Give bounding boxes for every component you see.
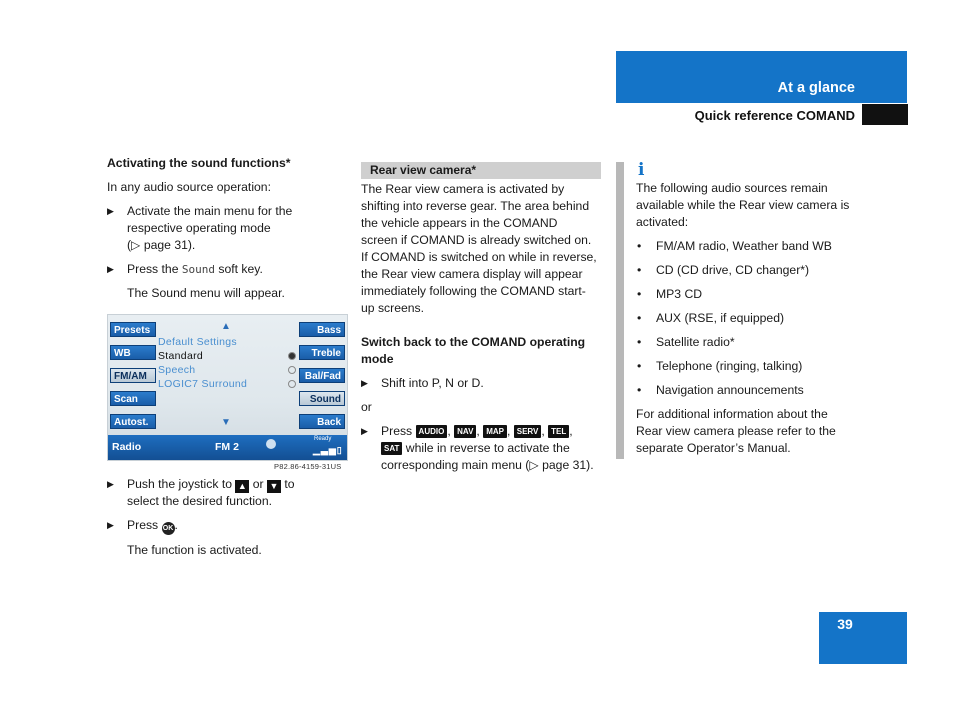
signal-icon: ▁▃▅▯ (313, 445, 343, 455)
tel-key-icon: TEL (548, 425, 569, 438)
step-sound-key: ▶ Press the Sound soft key. (107, 262, 263, 276)
left-column-lower (107, 476, 337, 559)
nav-key-icon: NAV (454, 425, 476, 438)
bullet-arrow-icon: ▶ (107, 264, 114, 274)
comand-sound-screen (107, 314, 348, 461)
list-item: • Telephone (ringing, talking) (637, 359, 803, 373)
scroll-up-icon: ▲ (221, 321, 231, 332)
radio-selected-icon (288, 352, 296, 360)
section-subtitle: Quick reference COMAND (694, 108, 855, 123)
screen-list-item: LOGIC7 Surround (158, 378, 248, 390)
rear-camera-title-bar: Rear view camera* (361, 162, 601, 179)
screen-status-bar (108, 435, 347, 460)
switch-back-heading: Switch back to the COMAND operating mode (361, 335, 586, 366)
map-key-icon: MAP (483, 425, 507, 438)
header-marker (862, 104, 908, 125)
radio-empty-icon (288, 380, 296, 388)
screen-list-item: Speech (158, 364, 196, 376)
screen-btn-treble: Treble (299, 345, 345, 360)
status-ready: Ready (314, 436, 332, 442)
disc-icon (266, 439, 276, 449)
screen-list-item: Default Settings (158, 336, 237, 348)
screen-btn-scan: Scan (110, 391, 156, 406)
screen-btn-bass: Bass (299, 322, 345, 337)
bullet-arrow-icon: ▶ (361, 426, 368, 436)
radio-empty-icon (288, 366, 296, 374)
list-item: • FM/AM radio, Weather band WB (637, 239, 832, 253)
screen-btn-presets: Presets (110, 322, 156, 337)
middle-column: The Rear view camera is activated by shifting into reverse gear. The area behind the vehicle appears in the COMAND screen if COMAND is already switched on. If COMAND is switched on while in reverse, the Rear view camera display will appear immediately following the COMAND start- up screens. Switch back to the COMAND operating mode ▶ Shift into P, N or D. or ▶ Press AUDIO , NAV , MAP , SERV , TEL , SAT while in reverse to activate the corresponding main menu (▷ page 31). (361, 181, 606, 474)
list-item: • AUX (RSE, if equipped) (637, 311, 785, 325)
step-main-menu: ▶ Activate the main menu for the respective operating mode (▷ page 31). (107, 204, 293, 252)
heading-sound: Activating the sound functions* (107, 156, 291, 170)
screen-btn-balfad: Bal/Fad (299, 368, 345, 383)
joystick-up-icon: ▲ (235, 480, 249, 493)
scroll-down-icon: ▼ (221, 417, 231, 428)
screen-btn-back: Back (299, 414, 345, 429)
bullet-arrow-icon: ▶ (107, 206, 114, 216)
screen-btn-fmam: FM/AM (110, 368, 156, 383)
ok-result: The function is activated. (127, 543, 262, 557)
left-column (107, 155, 332, 302)
step-joystick: ▶ Push the joystick to ▲ or ▼ to select the desired function. (107, 477, 295, 508)
audio-key-icon: AUDIO (416, 425, 448, 438)
screen-list-item: Standard (158, 350, 204, 362)
serv-key-icon: SERV (514, 425, 542, 438)
status-radio: Radio (112, 441, 142, 453)
step-press-ok: ▶ Press OK. (107, 517, 337, 535)
screen-btn-autost: Autost. (110, 414, 156, 429)
bullet-arrow-icon: ▶ (107, 479, 114, 489)
list-item: • CD (CD drive, CD changer*) (637, 263, 810, 277)
bullet-arrow-icon: ▶ (107, 520, 114, 530)
note-side-bar (616, 162, 624, 459)
or-text: or (361, 400, 372, 414)
note-outro: For additional information about the Rear view camera please refer to the separate Operator’s Manual. (636, 407, 836, 455)
note-column: The following audio sources remain available while the Rear view camera is activated: • FM/AM radio, Weather band WB • CD (CD drive, CD changer*) • MP3 CD • AUX (RSE, if equipped) • Satellite radio* • Telephone (ringing, talking) • Navigation announcements For additional information about the Rear view camera please refer to the separate Operator’s Manual. (636, 180, 876, 457)
step-shift: ▶ Shift into P, N or D. (361, 376, 484, 390)
sat-key-icon: SAT (381, 442, 402, 455)
intro-text: In any audio source operation: (107, 180, 271, 194)
screen-btn-sound: Sound (299, 391, 345, 406)
list-item: • MP3 CD (637, 287, 703, 301)
bullet-arrow-icon: ▶ (361, 378, 368, 388)
step-press-keys: ▶ Press AUDIO , NAV , MAP , SERV , TEL , SAT while in reverse to activate the corresponding main menu (▷ page 31). (361, 424, 594, 472)
section-title: At a glance (777, 80, 855, 96)
list-item: • Navigation announcements (637, 383, 804, 397)
list-item: • Satellite radio* (637, 335, 735, 349)
status-band: FM 2 (215, 441, 239, 453)
joystick-down-icon: ▼ (267, 480, 281, 493)
page-number: 39 (837, 616, 853, 632)
ok-button-icon: OK (162, 522, 175, 535)
screen-btn-wb: WB (110, 345, 156, 360)
sound-result: The Sound menu will appear. (127, 286, 285, 300)
softkey-label: Sound (181, 263, 215, 276)
image-caption: P82.86-4159-31US (274, 462, 342, 471)
info-icon: i (638, 160, 645, 180)
